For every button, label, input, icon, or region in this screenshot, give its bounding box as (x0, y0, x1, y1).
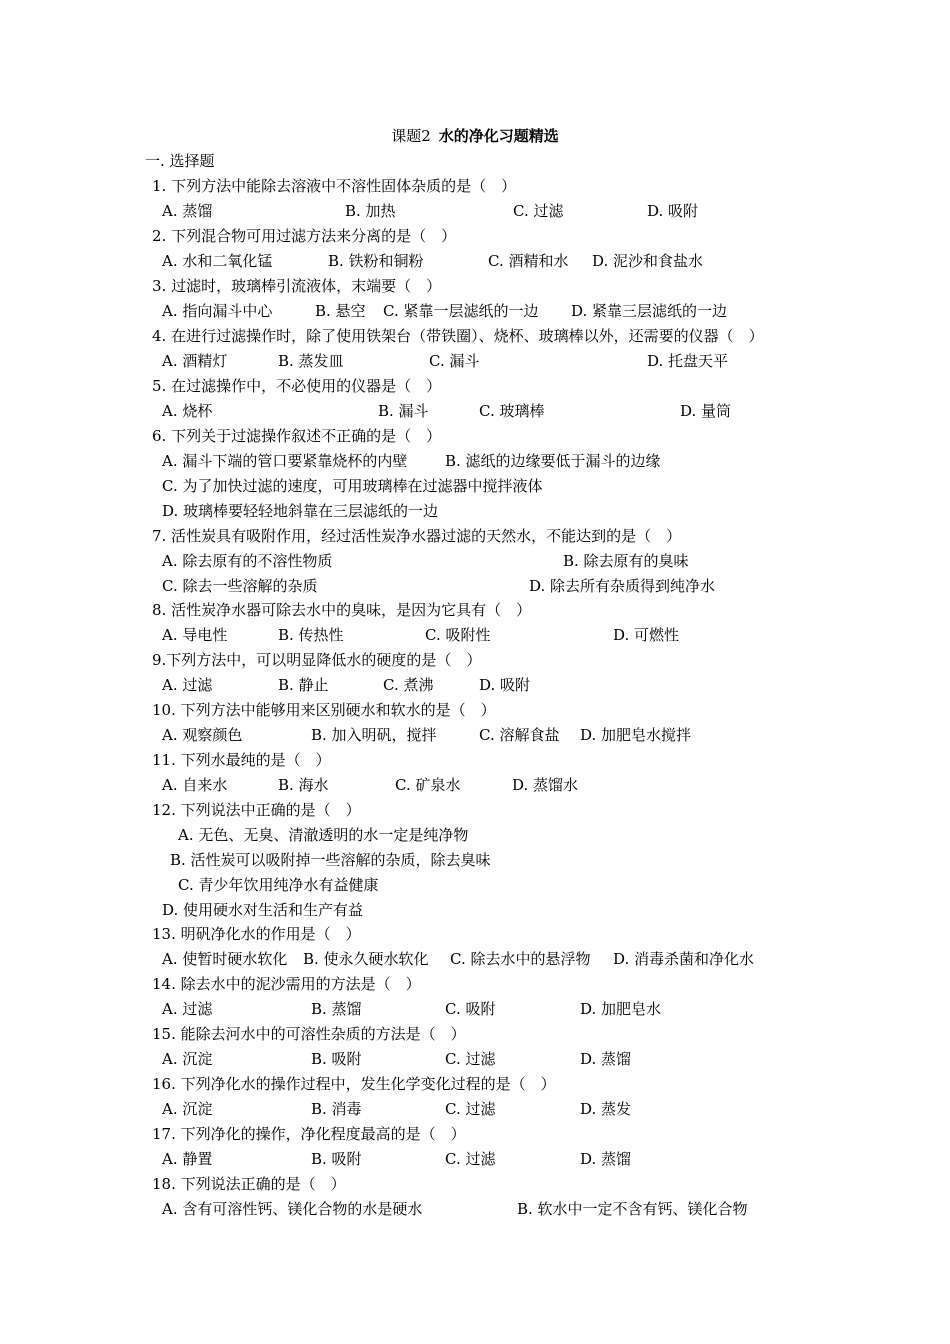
option: A. 水和二氧化锰 (162, 252, 273, 270)
option: C. 酒精和水 (488, 252, 569, 270)
option: B. 传热性 (278, 626, 344, 644)
option: C. 紧靠一层滤纸的一边 (383, 302, 539, 320)
option: A. 漏斗下端的管口要紧靠烧杯的内壁 (162, 452, 408, 470)
question-stem: 4. 在进行过滤操作时，除了使用铁架台（带铁圈）、烧杯、玻璃棒以外，还需要的仪器（ ） (152, 327, 764, 345)
option: D. 蒸发 (580, 1100, 632, 1118)
question-stem: 14. 除去水中的泥沙需用的方法是（ ） (152, 975, 421, 993)
question-stem: 13. 明矾净化水的作用是（ ） (152, 925, 361, 943)
option: A. 使暂时硬水软化 (162, 950, 288, 968)
option: A. 无色、无臭、清澈透明的水一定是纯净物 (178, 826, 469, 844)
option: B. 悬空 (315, 302, 366, 320)
option: D. 吸附 (479, 676, 531, 694)
option: D. 蒸馏 (580, 1150, 632, 1168)
option: A. 静置 (162, 1150, 213, 1168)
question-stem: 6. 下列关于过滤操作叙述不正确的是（ ） (152, 427, 442, 445)
option: C. 过滤 (445, 1150, 496, 1168)
option: A. 除去原有的不溶性物质 (162, 552, 333, 570)
question-stem: 7. 活性炭具有吸附作用，经过活性炭净水器过滤的天然水，不能达到的是（ ） (152, 527, 682, 545)
option: B. 滤纸的边缘要低于漏斗的边缘 (445, 452, 661, 470)
option: A. 蒸馏 (162, 202, 213, 220)
option: B. 静止 (278, 676, 329, 694)
question-stem: 17. 下列净化的操作，净化程度最高的是（ ） (152, 1125, 466, 1143)
option: C. 矿泉水 (395, 776, 461, 794)
title-prefix: 课题2 (391, 127, 431, 145)
option: C. 漏斗 (429, 352, 480, 370)
option: B. 消毒 (311, 1100, 362, 1118)
option: D. 可燃性 (613, 626, 680, 644)
option: A. 烧杯 (162, 402, 213, 420)
option: B. 蒸发皿 (278, 352, 344, 370)
section-heading: 一. 选择题 (145, 152, 215, 170)
option: A. 酒精灯 (162, 352, 228, 370)
option: D. 除去所有杂质得到纯净水 (529, 577, 716, 595)
option: A. 过滤 (162, 676, 213, 694)
question-stem: 3. 过滤时，玻璃棒引流液体，末端要（ ） (152, 277, 442, 295)
option: A. 自来水 (162, 776, 228, 794)
option: A. 指向漏斗中心 (162, 302, 273, 320)
question-stem: 2. 下列混合物可用过滤方法来分离的是（ ） (152, 227, 457, 245)
option: C. 为了加快过滤的速度，可用玻璃棒在过滤器中搅拌液体 (162, 477, 543, 495)
option: A. 导电性 (162, 626, 228, 644)
option: B. 使永久硬水软化 (303, 950, 429, 968)
option: D. 泥沙和食盐水 (592, 252, 704, 270)
option: C. 过滤 (445, 1100, 496, 1118)
page-title (0, 126, 950, 146)
option: D. 吸附 (647, 202, 699, 220)
option: B. 活性炭可以吸附掉一些溶解的杂质，除去臭味 (170, 851, 491, 869)
question-stem: 9.下列方法中，可以明显降低水的硬度的是（ ） (152, 651, 482, 669)
option: C. 青少年饮用纯净水有益健康 (178, 876, 379, 894)
option: A. 沉淀 (162, 1050, 213, 1068)
option: D. 加肥皂水 (580, 1000, 662, 1018)
option: C. 过滤 (445, 1050, 496, 1068)
option: A. 观察颜色 (162, 726, 243, 744)
option: D. 消毒杀菌和净化水 (613, 950, 755, 968)
question-stem: 16. 下列净化水的操作过程中，发生化学变化过程的是（ ） (152, 1075, 556, 1093)
option: B. 软水中一定不含有钙、镁化合物 (517, 1200, 748, 1218)
question-stem: 10. 下列方法中能够用来区别硬水和软水的是（ ） (152, 701, 496, 719)
question-stem: 5. 在过滤操作中，不必使用的仪器是（ ） (152, 377, 442, 395)
question-stem: 15. 能除去河水中的可溶性杂质的方法是（ ） (152, 1025, 466, 1043)
option: C. 溶解食盐 (479, 726, 560, 744)
option: D. 紧靠三层滤纸的一边 (571, 302, 728, 320)
option: C. 吸附 (445, 1000, 496, 1018)
question-stem: 8. 活性炭净水器可除去水中的臭味，是因为它具有（ ） (152, 601, 532, 619)
option: D. 蒸馏 (580, 1050, 632, 1068)
option: C. 煮沸 (383, 676, 434, 694)
option: A. 含有可溶性钙、镁化合物的水是硬水 (162, 1200, 423, 1218)
option: D. 使用硬水对生活和生产有益 (162, 901, 364, 919)
option: D. 托盘天平 (647, 352, 729, 370)
option: B. 海水 (278, 776, 329, 794)
option: A. 过滤 (162, 1000, 213, 1018)
question-stem: 11. 下列水最纯的是（ ） (152, 751, 331, 769)
option: C. 过滤 (513, 202, 564, 220)
option: D. 加肥皂水搅拌 (580, 726, 692, 744)
option: B. 加入明矾，搅拌 (311, 726, 437, 744)
option: C. 玻璃棒 (479, 402, 545, 420)
option: B. 蒸馏 (311, 1000, 362, 1018)
title-main: 水的净化习题精选 (438, 127, 559, 145)
option: B. 加热 (345, 202, 396, 220)
question-stem: 1. 下列方法中能除去溶液中不溶性固体杂质的是（ ） (152, 177, 517, 195)
option: B. 吸附 (311, 1050, 362, 1068)
question-stem: 18. 下列说法正确的是（ ） (152, 1175, 346, 1193)
option: A. 沉淀 (162, 1100, 213, 1118)
option: D. 蒸馏水 (512, 776, 579, 794)
option: B. 铁粉和铜粉 (328, 252, 424, 270)
option: C. 吸附性 (425, 626, 491, 644)
option: D. 玻璃棒要轻轻地斜靠在三层滤纸的一边 (162, 502, 439, 520)
option: B. 除去原有的臭味 (563, 552, 689, 570)
option: C. 除去一些溶解的杂质 (162, 577, 318, 595)
option: C. 除去水中的悬浮物 (450, 950, 591, 968)
question-stem: 12. 下列说法中正确的是（ ） (152, 801, 361, 819)
option: B. 漏斗 (378, 402, 429, 420)
option: D. 量筒 (680, 402, 732, 420)
option: B. 吸附 (311, 1150, 362, 1168)
